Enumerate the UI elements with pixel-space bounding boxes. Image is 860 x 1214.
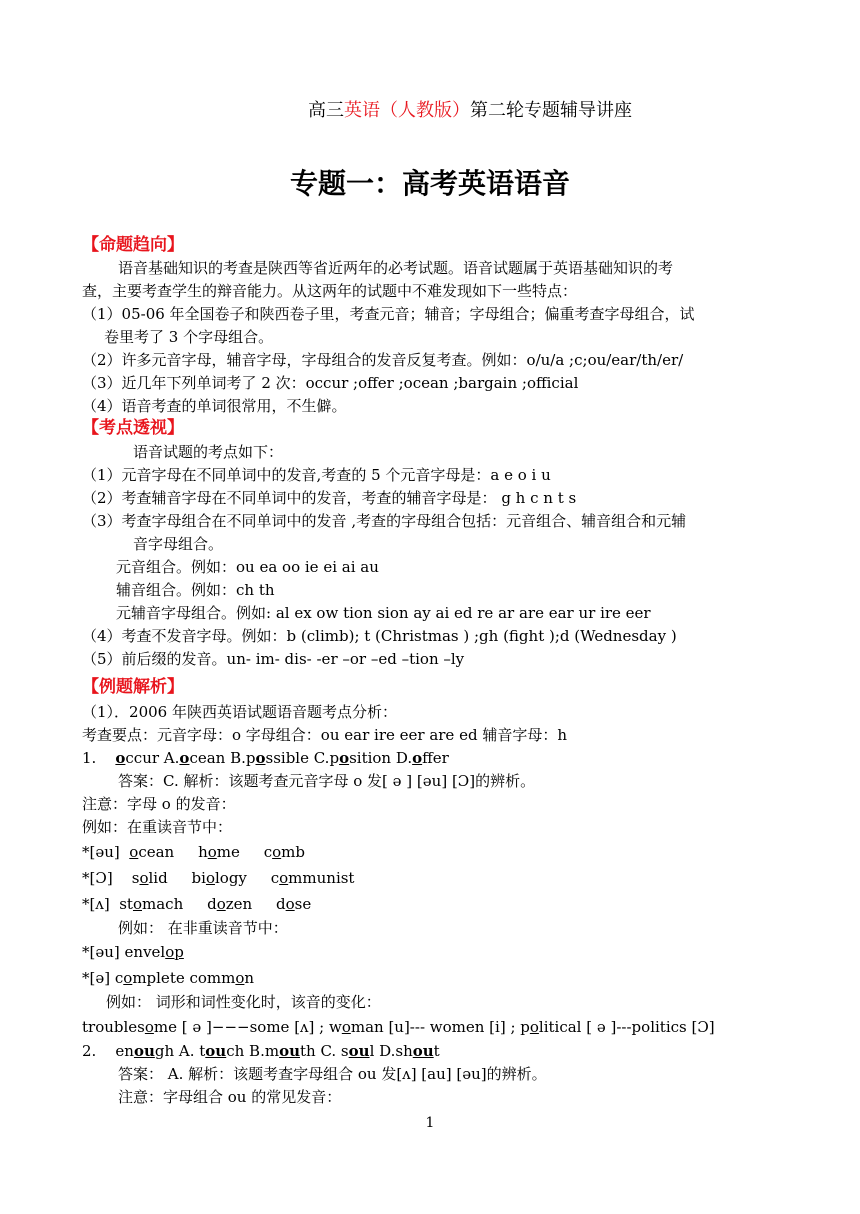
underlined-letters: ou xyxy=(205,1042,227,1060)
body-line: 例如：在重读音节中： xyxy=(82,818,233,836)
example-word: dozen xyxy=(207,895,253,913)
underlined-letters: ou xyxy=(279,1042,300,1060)
body-line: （1）元音字母在不同单词中的发音,考查的 5 个元音字母是：a e o i u xyxy=(82,466,551,484)
option-text: ccur A. xyxy=(125,749,180,767)
body-line: 元辅音字母组合。例如: al ex ow tion sion ay ai ed re ar are ear ur ire eer xyxy=(116,604,651,622)
course-subtitle xyxy=(308,98,632,124)
subtitle-edition: 英语（人教版） xyxy=(344,100,470,121)
body-line: 音字母组合。 xyxy=(133,535,224,553)
page-title: 专题一：高考英语语音 xyxy=(289,167,570,200)
example-word: stomach xyxy=(119,895,184,913)
subtitle-prefix: 高三 xyxy=(308,100,344,121)
example-word: envelop xyxy=(124,943,184,961)
example-word: solid xyxy=(131,869,168,887)
example-word: home xyxy=(198,843,240,861)
phonetic-symbol: *[əu] xyxy=(82,943,120,961)
underlined-letters: ou xyxy=(412,1042,434,1060)
body-line: 注意：字母组合 ou 的常见发音： xyxy=(118,1088,342,1106)
body-line: 语音基础知识的考查是陕西等省近两年的必考试题。语音试题属于英语基础知识的考 xyxy=(118,259,674,277)
body-line: 卷里考了 3 个字母组合。 xyxy=(104,328,274,346)
option-text: ssible C.p xyxy=(265,749,340,767)
phonetic-example-row xyxy=(82,867,354,889)
body-line: 考查要点：元音字母：o 字母组合：ou ear ire eer are ed 辅音字母：h xyxy=(82,726,567,744)
section-heading-examples: 【例题解析】 xyxy=(82,677,184,697)
phonetic-symbol: *[ə] xyxy=(82,969,111,987)
underlined-letter: o xyxy=(255,749,266,767)
page-number: 1 xyxy=(425,1115,435,1131)
underlined-letter: o xyxy=(412,749,423,767)
subtitle-suffix: 第二轮专题辅导讲座 xyxy=(470,100,632,121)
underlined-letters: ou xyxy=(133,1042,155,1060)
body-line: 辅音组合。例如：ch th xyxy=(116,581,275,599)
answer-line: 答案：C. 解析：该题考查元音字母 o 发[ ə ] [əu] [Ɔ]的辨析。 xyxy=(118,772,536,790)
phonetic-example-row xyxy=(82,941,184,963)
phonetic-example-row xyxy=(82,967,254,989)
body-line: （1）05-06 年全国卷子和陕西卷子里，考查元音；辅音；字母组合；偏重考查字母组合，试 xyxy=(82,305,695,323)
example-word: dose xyxy=(276,895,312,913)
phonetic-example-row xyxy=(82,841,305,863)
example-word: complete xyxy=(114,969,185,987)
example-word: common xyxy=(189,969,255,987)
underlined-letter: o xyxy=(179,749,190,767)
section-heading-trend: 【命题趋向】 xyxy=(82,235,184,255)
underlined-letter: o xyxy=(339,749,350,767)
underlined-letter: o xyxy=(115,749,126,767)
body-line: （2）考查辅音字母在不同单词中的发音，考查的辅音字母是： g h c n t s xyxy=(82,489,577,507)
example-word: ocean xyxy=(129,843,175,861)
phonetic-symbol: *[ʌ] xyxy=(82,895,110,913)
phonetic-symbol: *[Ɔ] xyxy=(82,869,113,887)
question-1 xyxy=(82,747,449,769)
body-line: （3）考查字母组合在不同单词中的发音 ,考查的字母组合包括：元音组合、辅音组合和元辅 xyxy=(82,512,687,530)
section-heading-points: 【考点透视】 xyxy=(82,418,184,438)
body-line: 例如： 在非重读音节中： xyxy=(118,919,288,937)
body-line: （5）前后缀的发音。un- im- dis- -er –or –ed –tion –ly xyxy=(82,650,465,668)
option-text: sition D. xyxy=(349,749,413,767)
option-text: ffer xyxy=(422,749,449,767)
body-line: 元音组合。例如：ou ea oo ie ei ai au xyxy=(116,558,379,576)
question-number: 1. xyxy=(82,749,97,767)
underlined-letters: ou xyxy=(348,1042,370,1060)
body-line: （4）考查不发音字母。例如：b (climb); t (Christmas ) ;gh (fight );d (Wednesday ) xyxy=(82,627,677,645)
body-line: （2）许多元音字母，辅音字母，字母组合的发音反复考查。例如：o/u/a ;c;ou/ear/th/er/ xyxy=(82,351,684,369)
body-line: 语音试题的考点如下： xyxy=(133,443,284,461)
body-line: （3）近几年下列单词考了 2 次：occur ;offer ;ocean ;bargain ;official xyxy=(82,374,579,392)
example-word: biology xyxy=(191,869,247,887)
question-2: 2. enough A. touch B.mouth C. soul D.shout xyxy=(82,1042,440,1060)
body-line: （1）．2006 年陕西英语试题语音题考点分析： xyxy=(82,703,397,721)
word-form-change-line: troublesome [ ə ]−−−some [ʌ] ; woman [u]--- women [i] ; political [ ə ]---politics [Ɔ] xyxy=(82,1018,715,1036)
body-line: （4）语音考查的单词很常用，不生僻。 xyxy=(82,397,347,415)
body-line: 查，主要考查学生的辩音能力。从这两年的试题中不难发现如下一些特点： xyxy=(82,282,578,300)
body-line: 注意：字母 o 的发音： xyxy=(82,795,236,813)
option-text: cean B.p xyxy=(189,749,256,767)
example-word: communist xyxy=(270,869,355,887)
phonetic-symbol: *[əu] xyxy=(82,843,120,861)
example-word: comb xyxy=(263,843,305,861)
question-number: 2. xyxy=(82,1042,97,1060)
phonetic-example-row xyxy=(82,893,311,915)
body-line: 例如： 词形和词性变化时，该音的变化： xyxy=(106,993,381,1011)
answer-line: 答案： A. 解析：该题考查字母组合 ou 发[ʌ] [au] [əu]的辨析。 xyxy=(118,1065,547,1083)
